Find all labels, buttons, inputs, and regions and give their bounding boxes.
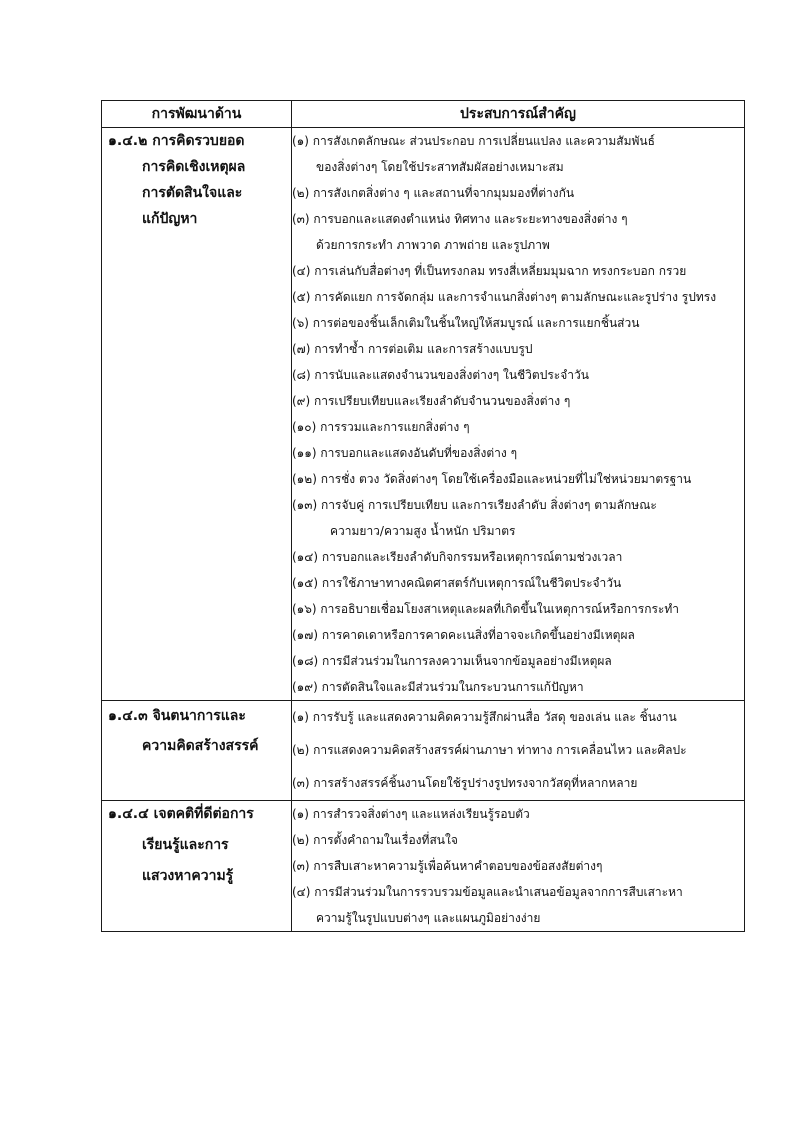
list-item: (๓) การสืบเสาะหาความรู้เพื่อค้นหาคำตอบของข้อสงสัยต่างๆ [292,859,603,873]
area-title-line: เรียนรู้และการ [142,837,229,853]
area-heading [102,801,291,827]
list-item: (๑๗) การคาดเดาหรือการคาดคะเนสิ่งที่อาจจะเกิดขึ้นอย่างมีเหตุผล [292,628,635,642]
area-code: ๑.๔.๔ [108,806,149,822]
list-item: (๑๔) การบอกและเรียงลำดับกิจกรรมหรือเหตุการณ์ตามช่วงเวลา [292,550,623,564]
area-cell [102,701,292,801]
area-title-line: การคิดรวบยอด [152,133,245,149]
list-item: (๔) การมีส่วนร่วมในการรวบรวมข้อมูลและนำเสนอข้อมูลจากการสืบเสาะหา [292,885,683,899]
list-item: (๑๖) การอธิบายเชื่อมโยงสาเหตุและผลที่เกิดขึ้นในเหตุการณ์หรือการกระทำ [292,602,680,616]
experience-cell [292,801,745,932]
list-item: (๒) การสังเกตสิ่งต่าง ๆ และสถานที่จากมุมมองที่ต่างกัน [292,186,575,200]
list-item: ด้วยการกระทำ ภาพวาด ภาพถ่าย และรูปภาพ [316,238,550,252]
list-item: (๑๒) การชั่ง ตวง วัดสิ่งต่างๆ โดยใช้เครื่องมือและหน่วยที่ไม่ใช่หน่วยมาตรฐาน [292,472,692,486]
table-row [102,701,745,801]
list-item: (๒) การตั้งคำถามในเรื่องที่สนใจ [292,833,458,847]
list-item: (๒) การแสดงความคิดสร้างสรรค์ผ่านภาษา ท่าทาง การเคลื่อนไหว และศิลปะ [292,743,687,757]
list-item: (๑) การสำรวจสิ่งต่างๆ และแหล่งเรียนรู้รอบตัว [292,807,530,821]
table-row [102,801,745,932]
list-item: (๑) การสังเกตลักษณะ ส่วนประกอบ การเปลี่ยนแปลง และความสัมพันธ์ [292,134,655,148]
area-code: ๑.๔.๓ [108,708,148,724]
area-title-line: การคิดเชิงเหตุผล [142,159,246,175]
list-item: (๑๑) การบอกและแสดงอันดับที่ของสิ่งต่าง ๆ [292,446,518,460]
area-title-line: แสวงหาความรู้ [142,868,234,884]
area-title-line: แก้ปัญหา [142,211,198,227]
experience-cell [292,128,745,701]
area-code: ๑.๔.๒ [108,133,148,149]
list-item: (๓) การสร้างสรรค์ชิ้นงานโดยใช้รูปร่างรูปทรงจากวัสดุที่หลากหลาย [292,776,638,790]
list-item: (๑๕) การใช้ภาษาทางคณิตศาสตร์กับเหตุการณ์ในชีวิตประจำวัน [292,576,622,590]
list-item: (๑๙) การตัดสินใจและมีส่วนร่วมในกระบวนการแก้ปัญหา [292,680,584,694]
area-heading [102,128,291,154]
area-title-line: เจตคติที่ดีต่อการ [153,806,254,822]
list-item: (๘) การนับและแสดงจำนวนของสิ่งต่างๆ ในชีวิตประจำวัน [292,368,589,382]
list-item: ความยาว/ความสูง น้ำหนัก ปริมาตร [330,524,516,538]
list-item: (๗) การทำซ้ำ การต่อเติม และการสร้างแบบรูป [292,342,533,356]
list-item: (๓) การบอกและแสดงตำแหน่ง ทิศทาง และระยะทางของสิ่งต่าง ๆ [292,212,628,226]
list-item: (๑๘) การมีส่วนร่วมในการลงความเห็นจากข้อมูลอย่างมีเหตุผล [292,654,612,668]
header-experience: ประสบการณ์สำคัญ [292,101,745,128]
area-title-line: ความคิดสร้างสรรค์ [142,738,259,754]
list-item: ความรู้ในรูปแบบต่างๆ และแผนภูมิอย่างง่าย [316,911,541,925]
list-item: (๖) การต่อของชิ้นเล็กเติมในชิ้นใหญ่ให้สมบูรณ์ และการแยกชิ้นส่วน [292,316,640,330]
experience-table [101,100,745,932]
table-row [102,128,745,701]
list-item: (๔) การเล่นกับสื่อต่างๆ ที่เป็นทรงกลม ทรงสี่เหลี่ยมมุมฉาก ทรงกระบอก กรวย [292,264,687,278]
list-item: (๙) การเปรียบเทียบและเรียงลำดับจำนวนของสิ่งต่าง ๆ [292,394,571,408]
list-item: ของสิ่งต่างๆ โดยใช้ประสาทสัมผัสอย่างเหมาะสม [316,160,564,174]
area-title-line: การตัดสินใจและ [142,185,243,201]
list-item: (๑) การรับรู้ และแสดงความคิดความรู้สึกผ่านสื่อ วัสดุ ของเล่น และ ชิ้นงาน [292,710,677,724]
table-header-row [102,101,745,128]
area-cell [102,128,292,701]
area-heading [102,701,291,731]
list-item: (๕) การคัดแยก การจัดกลุ่ม และการจำแนกสิ่งต่างๆ ตามลักษณะและรูปร่าง รูปทรง [292,290,717,304]
area-cell [102,801,292,932]
experience-cell [292,701,745,801]
header-area: การพัฒนาด้าน [102,101,292,128]
list-item: (๑๓) การจับคู่ การเปรียบเทียบ และการเรียงลำดับ สิ่งต่างๆ ตามลักษณะ [292,498,657,512]
list-item: (๑๐) การรวมและการแยกสิ่งต่าง ๆ [292,420,470,434]
area-title-line: จินตนาการและ [152,708,246,724]
